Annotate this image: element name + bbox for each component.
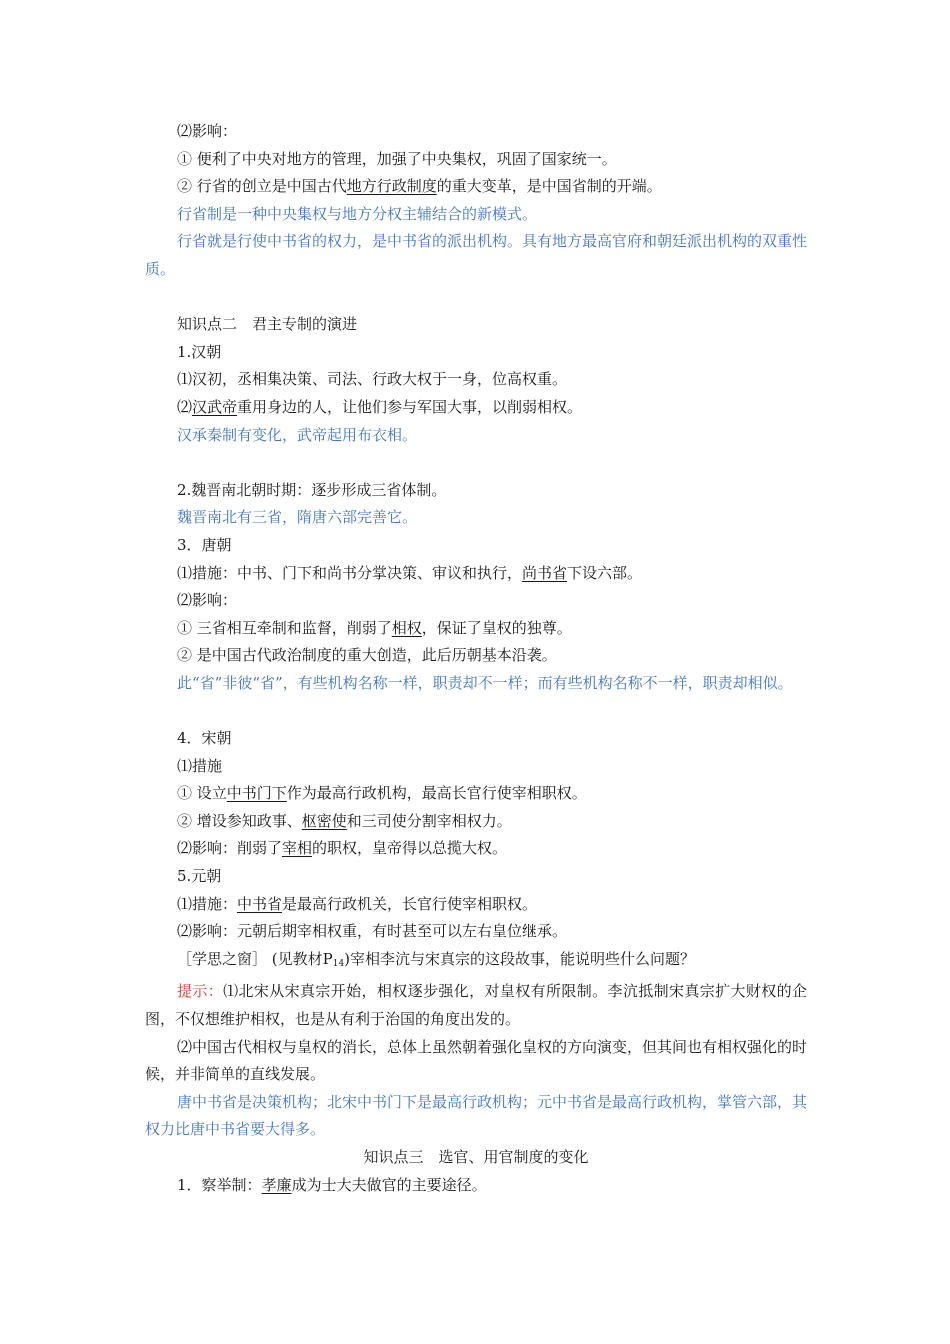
text: ⑵影响：元朝后期宰相权重，有时甚至可以左右皇位继承。: [177, 922, 568, 941]
text: ⑴汉初，丞相集决策、司法、行政大权于一身，位高权重。: [177, 370, 568, 389]
study-question: [145, 946, 807, 979]
text: 3．唐朝: [177, 535, 232, 554]
paragraph: [145, 587, 807, 615]
underlined-term: 中书门下: [226, 784, 287, 803]
heading: [145, 339, 807, 367]
paragraph: [145, 366, 807, 394]
section-title: [145, 311, 807, 339]
text: 汉承秦制有变化，武帝起用布衣相。: [177, 425, 418, 444]
text: ② 是中国古代政治制度的重大创造，此后历朝基本沿袭。: [177, 646, 557, 665]
text: 1．察举制：: [177, 1175, 262, 1194]
paragraph: [145, 118, 807, 146]
text: 的职权，皇帝得以总揽大权。: [312, 839, 508, 858]
underlined-term: 孝廉: [261, 1175, 292, 1194]
text: ⑵影响：削弱了: [177, 839, 283, 858]
text: 下设六部。: [567, 563, 643, 582]
hint-label: 提示：: [177, 982, 224, 1001]
spacer: [145, 449, 807, 477]
heading: [145, 863, 807, 891]
heading: [145, 725, 807, 753]
text: 魏晋南北有三省，隋唐六部完善它。: [177, 508, 418, 527]
paragraph: [145, 891, 807, 919]
underlined-term: 汉武帝: [192, 397, 238, 416]
teaching-note: [145, 201, 807, 229]
paragraph: [145, 560, 807, 588]
text: 重用身边的人，让他们参与军国大事，以削弱相权。: [237, 397, 583, 416]
text: ⑴北宋从宋真宗开始，相权逐步强化，对皇权有所限制。李沆抵制宋真宗扩大财权的企图，不仅想维护相权，也是从有利于治国的角度出发的。: [145, 982, 807, 1028]
hint-paragraph: [145, 978, 807, 1033]
underlined-term: 中书省: [237, 894, 283, 913]
text: 2.魏晋南北朝时期：逐步形成三省体制。: [177, 480, 447, 499]
text: )宰相李沆与宋真宗的这段故事，能说明些什么问题？: [344, 949, 696, 968]
text: ① 设立: [177, 784, 227, 803]
paragraph: [145, 918, 807, 946]
text: 成为士大夫做官的主要途径。: [291, 1175, 487, 1194]
text: ① 三省相互牵制和监督，削弱了: [177, 618, 392, 637]
hint-paragraph: [145, 1034, 807, 1089]
text: 行省制是一种中央集权与地方分权主辅结合的新模式。: [177, 204, 538, 223]
text: ② 行省的创立是中国古代: [177, 177, 347, 196]
text: ⑵影响：: [177, 591, 238, 610]
heading: [145, 532, 807, 560]
text: 5.元朝: [177, 867, 222, 886]
paragraph: [145, 146, 807, 174]
text: 的重大变革，是中国省制的开端。: [436, 177, 662, 196]
paragraph: [145, 835, 807, 863]
section-title: [145, 1144, 807, 1172]
document-body: [145, 118, 807, 1199]
text: 作为最高行政机构，最高长官行使宰相职权。: [286, 784, 587, 803]
text: ⑴措施: [177, 756, 223, 775]
teaching-note: [145, 670, 807, 698]
text: 唐中书省是决策机构；北宋中书门下是最高行政机构；元中书省是最高行政机构，掌管六部，其权力比唐中书省要大得多。: [145, 1092, 808, 1139]
underlined-term: 枢密使: [301, 811, 347, 830]
text: 1.汉朝: [177, 342, 222, 361]
text: ⑵: [177, 397, 193, 416]
text: ⑴措施：中书、门下和尚书分掌决策、审议和执行，: [177, 563, 523, 582]
teaching-note: [145, 422, 807, 450]
text: 知识点二 君主专制的演进: [177, 315, 358, 334]
teaching-note: [145, 228, 807, 283]
text: ［学思之窗］ (见教材P: [177, 949, 333, 968]
underlined-term: 尚书省: [522, 563, 568, 582]
teaching-note: [145, 1089, 807, 1144]
paragraph: [145, 615, 807, 643]
text: ，保证了皇权的独尊。: [421, 618, 572, 637]
text: ① 便利了中央对地方的管理，加强了中央集权，巩固了国家统一。: [177, 149, 617, 168]
underlined-term: 地方行政制度: [346, 177, 437, 196]
text: ⑴措施：: [177, 894, 238, 913]
page-subscript: 14: [332, 958, 345, 969]
text: ⑵中国古代相权与皇权的消长，总体上虽然朝着强化皇权的方向演变，但其间也有相权强化的时候，并非简单的直线发展。: [145, 1037, 808, 1084]
text: 知识点三 选官、用官制度的变化: [363, 1147, 589, 1166]
text: 是最高行政机关，长官行使宰相职权。: [282, 894, 538, 913]
spacer: [145, 284, 807, 312]
underlined-term: 宰相: [282, 839, 313, 858]
text: 行省就是行使中书省的权力，是中书省的派出机构。具有地方最高官府和朝廷派出机构的双重性质。: [145, 232, 808, 278]
heading: [145, 477, 807, 505]
underlined-term: 相权: [391, 618, 422, 637]
text: 4．宋朝: [177, 729, 232, 748]
paragraph: [145, 394, 807, 422]
text: ② 增设参知政事、: [177, 811, 302, 830]
text: 和三司使分割宰相权力。: [346, 811, 512, 830]
text: 此“省”非彼“省”，有些机构名称一样，职责却不一样；而有些机构名称不一样，职责却相似。: [177, 673, 793, 692]
paragraph: [145, 808, 807, 836]
paragraph: [145, 780, 807, 808]
text: ⑵影响：: [177, 122, 238, 140]
teaching-note: [145, 504, 807, 532]
paragraph: [145, 1172, 807, 1200]
spacer: [145, 697, 807, 725]
paragraph: [145, 173, 807, 201]
paragraph: [145, 642, 807, 670]
paragraph: [145, 753, 807, 781]
